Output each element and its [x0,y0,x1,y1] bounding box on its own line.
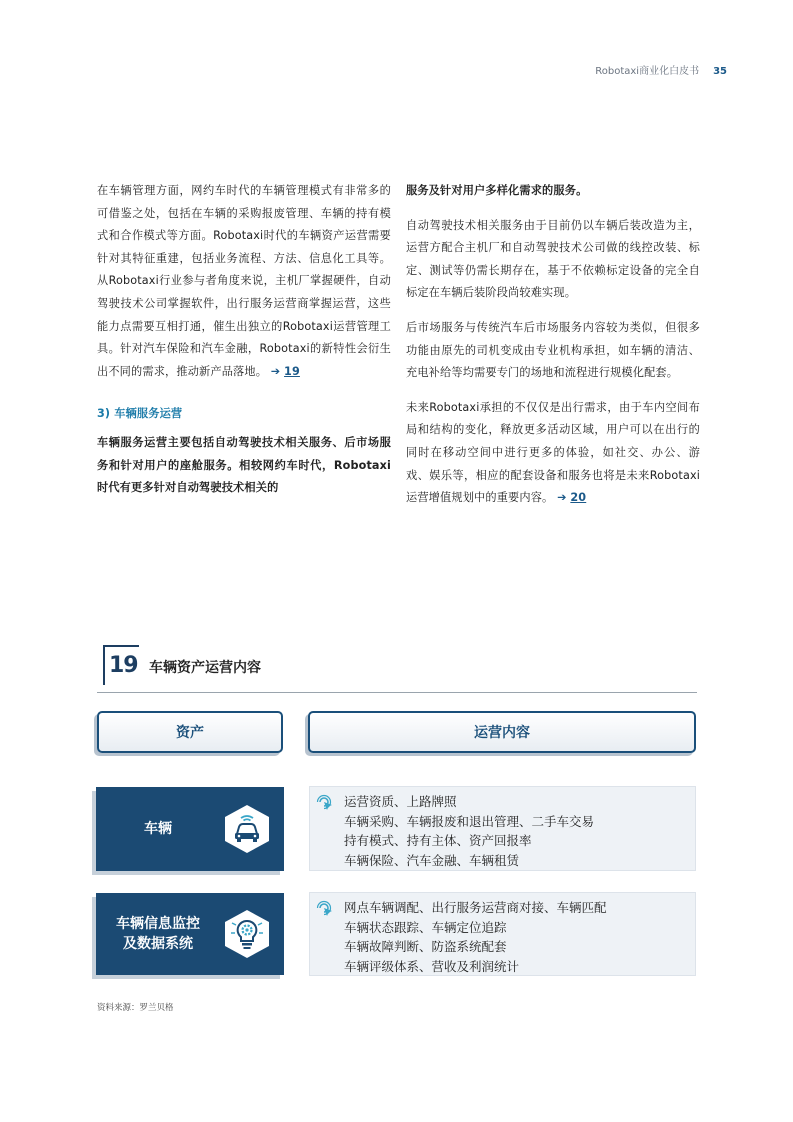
car-icon [224,804,270,854]
click-cursor-icon [316,794,336,814]
list-item: 运营资质、上路牌照 [344,794,457,809]
operations-list [344,792,594,870]
list-item: 车辆评级体系、营收及利润统计 [344,958,520,974]
document-title: Robotaxi商业化白皮书 [595,66,700,77]
list-item: 车辆采购、车辆报废和退出管理、二手车交易 [344,813,595,829]
figure-number: 19 [103,645,139,685]
right-column [406,180,700,522]
list-item: 车辆保险、汽车金融、车辆租赁 [344,852,520,868]
page-number: 35 [713,66,727,77]
left-column [97,180,391,512]
arrow-right-icon: ➔ [270,364,281,378]
left-paragraph-2: 车辆服务运营主要包括自动驾驶技术相关服务、后市场服务和针对用户的座舱服务。相较网约车时代，Robotaxi时代有更多针对自动驾驶技术相关的 [97,435,391,495]
list-item: 网点车辆调配、出行服务运营商对接、车辆匹配 [344,900,607,915]
reference-link-20[interactable]: 20 [570,491,587,505]
asset-label: 车辆信息监控 及数据系统 [116,916,200,952]
right-paragraph-1: 自动驾驶技术相关服务由于目前仍以车辆后装改造为主，运营方配合主机厂和自动驾驶技术公司做的线控改装、标定、测试等仍需长期存在，基于不依赖标定设备的完全自标定在车辆后装阶段尚较难实现。 [406,218,700,300]
operations-list [344,898,607,976]
section-subheading: 3) 车辆服务运营 [97,407,183,421]
column-header-asset: 资产 [97,711,283,753]
right-paragraph-2: 后市场服务与传统汽车后市场服务内容较为类似，但很多功能由原先的司机变成由专业机构承担，如车辆的清洁、充电补给等均需要专门的场地和流程进行规模化配套。 [406,320,700,380]
source-note: 资料来源：罗兰贝格 [97,1003,174,1013]
right-paragraph-3: 未来Robotaxi承担的不仅仅是出行需求，由于车内空间布局和结构的变化，释放更多活动区域，用户可以在出行的同时在移动空间中进行更多的体验，如社交、办公、游戏、娱乐等，相应的配套设备和服务也将是未来Robotaxi运营增值规划中的重要内容。 ➔ 20 [406,400,700,505]
right-paragraph-0: 服务及针对用户多样化需求的服务。 [406,184,588,197]
column-header-operations: 运营内容 [308,711,696,753]
list-item: 车辆故障判断、防盗系统配套 [344,939,507,954]
figure-title: 车辆资产运营内容 [149,660,261,676]
reference-link-19[interactable]: 19 [284,364,300,378]
operations-box-data-system [309,892,696,976]
asset-box-data-system [96,893,284,975]
left-paragraph-1: 在车辆管理方面，网约车时代的车辆管理模式有非常多的可借鉴之处，包括在车辆的采购报废管理、车辆的持有模式和合作模式等方面。Robotaxi时代的车辆资产运营需要针对其特征重建，包括业务流程、方法、信息化工具等。从Robotaxi行业参与者角度来说，主机厂掌握硬件，自动驾驶技术公司掌握软件，出行服务运营商掌握运营，这些能力点需要互相打通，催生出独立的Robotaxi运营管理工具。针对汽车保险和汽车金融，Robotaxi的新特性会衍生出不同的需求，推动新产品落地。 ➔ 19 [97,184,391,378]
click-cursor-icon [316,900,336,920]
lightbulb-gear-icon [224,909,270,959]
asset-label: 车辆 [144,821,172,837]
list-item: 车辆状态跟踪、车辆定位追踪 [344,919,507,935]
list-item: 持有模式、持有主体、资产回报率 [344,833,532,848]
figure-header [97,645,697,693]
arrow-right-icon: ➔ [557,491,567,505]
page-header [595,62,727,77]
operations-box-vehicle [309,786,696,871]
asset-box-vehicle [96,787,284,871]
